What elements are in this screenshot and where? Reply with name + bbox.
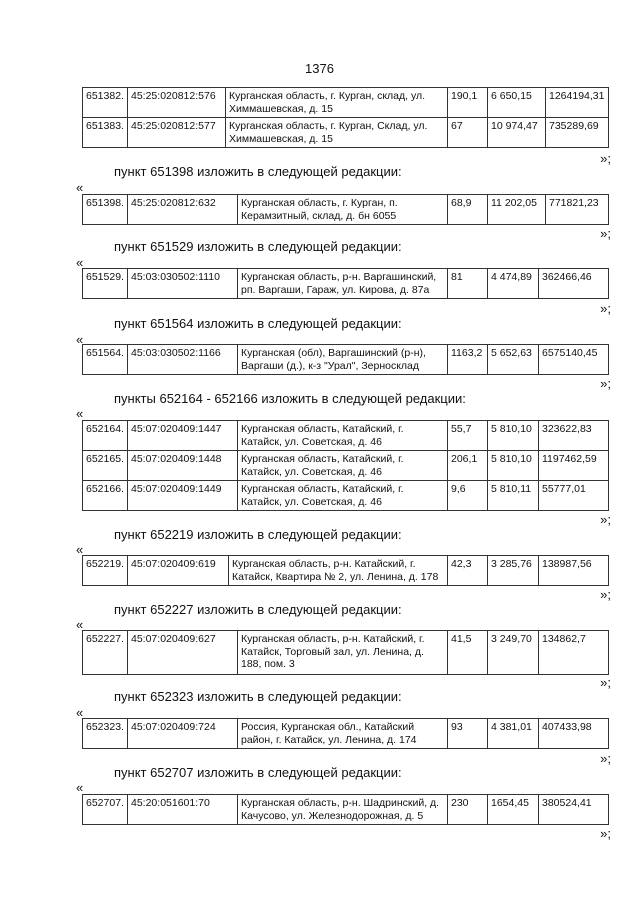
amendment-heading: пункт 652323 изложить в следующей редакции: [114, 689, 402, 704]
rate: 5 652,63 [488, 345, 539, 375]
cadastral-number: 45:25:020812:576 [128, 88, 226, 118]
table-row [83, 556, 609, 586]
open-quote: « [76, 180, 84, 195]
area: 81 [448, 269, 488, 299]
close-quote: »; [600, 587, 611, 602]
cadastral-value: 138987,56 [539, 556, 609, 586]
row-number: 651529. [83, 269, 128, 299]
cadastral-number: 45:07:020409:724 [128, 719, 238, 749]
amendment-heading: пункт 652219 изложить в следующей редакции: [114, 527, 402, 542]
amendment-heading: пункты 652164 - 652166 изложить в следующей редакции: [114, 391, 466, 406]
row-number: 651398. [83, 195, 128, 225]
table-row [83, 481, 609, 511]
rate: 5 810,10 [488, 451, 539, 481]
rate: 6 650,15 [488, 88, 546, 118]
close-quote: »; [600, 826, 611, 841]
row-number: 652227. [83, 631, 128, 675]
row-number: 652219. [83, 556, 128, 586]
cadastral-value: 55777,01 [539, 481, 609, 511]
area: 9,6 [448, 481, 488, 511]
address: Курганская область, г. Курган, Склад, ул. Химмашевская, д. 15 [226, 118, 448, 148]
open-quote: « [76, 406, 84, 421]
row-number: 651383. [83, 118, 128, 148]
cadastral-number: 45:25:020812:632 [128, 195, 238, 225]
row-number: 652166. [83, 481, 128, 511]
record-table [82, 87, 609, 148]
address: Курганская область, Катайский, г. Катайск, ул. Советская, д. 46 [238, 481, 448, 511]
close-quote: »; [600, 301, 611, 316]
cadastral-number: 45:25:020812:577 [128, 118, 226, 148]
record-table [82, 194, 609, 225]
area: 67 [448, 118, 488, 148]
cadastral-value: 771821,23 [546, 195, 609, 225]
address: Курганская область, г. Курган, п. Керамзитный, склад, д. бн 6055 [238, 195, 448, 225]
area: 41,5 [448, 631, 488, 675]
address: Курганская (обл), Варгашинский (р-н), Варгаши (д.), к-з "Урал", Зерносклад [238, 345, 448, 375]
rate: 10 974,47 [488, 118, 546, 148]
table-row [83, 421, 609, 451]
cadastral-number: 45:07:020409:1447 [128, 421, 238, 451]
table-row [83, 631, 609, 675]
cadastral-value: 380524,41 [539, 795, 609, 825]
row-number: 652164. [83, 421, 128, 451]
row-number: 652323. [83, 719, 128, 749]
area: 1163,2 [448, 345, 488, 375]
cadastral-value: 134862,7 [539, 631, 609, 675]
record-table [82, 630, 609, 675]
page-number: 1376 [305, 61, 334, 76]
rate: 11 202,05 [488, 195, 546, 225]
cadastral-value: 407433,98 [539, 719, 609, 749]
address: Курганская область, р-н. Варгашинский, рп. Варгаши, Гараж, ул. Кирова, д. 87а [238, 269, 448, 299]
close-quote: »; [600, 751, 611, 766]
cadastral-value: 735289,69 [546, 118, 609, 148]
rate: 3 249,70 [488, 631, 539, 675]
record-table [82, 555, 609, 586]
rate: 5 810,11 [488, 481, 539, 511]
amendment-heading: пункт 651529 изложить в следующей редакции: [114, 239, 402, 254]
record-table [82, 344, 609, 375]
close-quote: »; [600, 226, 611, 241]
close-quote: »; [600, 675, 611, 690]
area: 206,1 [448, 451, 488, 481]
record-table [82, 794, 609, 825]
row-number: 652165. [83, 451, 128, 481]
open-quote: « [76, 617, 84, 632]
cadastral-value: 323622,83 [539, 421, 609, 451]
open-quote: « [76, 542, 84, 557]
table-row [83, 451, 609, 481]
table-row [83, 195, 609, 225]
address: Россия, Курганская обл., Катайский район, г. Катайск, ул. Ленина, д. 174 [238, 719, 448, 749]
address: Курганская область, Катайский, г. Катайск, ул. Советская, д. 46 [238, 421, 448, 451]
table-row [83, 795, 609, 825]
rate: 5 810,10 [488, 421, 539, 451]
area: 190,1 [448, 88, 488, 118]
area: 93 [448, 719, 488, 749]
cadastral-number: 45:07:020409:1448 [128, 451, 238, 481]
row-number: 652707. [83, 795, 128, 825]
address: Курганская область, р-н. Катайский, г. Катайск, Торговый зал, ул. Ленина, д. 188, пом. 3 [238, 631, 448, 675]
rate: 1654,45 [488, 795, 539, 825]
amendment-heading: пункт 651398 изложить в следующей редакции: [114, 164, 402, 179]
cadastral-number: 45:07:020409:619 [128, 556, 229, 586]
area: 42,3 [448, 556, 488, 586]
row-number: 651564. [83, 345, 128, 375]
record-table [82, 268, 609, 299]
record-table [82, 420, 609, 511]
area: 55,7 [448, 421, 488, 451]
rate: 4 474,89 [488, 269, 539, 299]
close-quote: »; [600, 512, 611, 527]
cadastral-number: 45:03:030502:1110 [128, 269, 238, 299]
cadastral-value: 1264194,31 [546, 88, 609, 118]
area: 230 [448, 795, 488, 825]
close-quote: »; [600, 151, 611, 166]
open-quote: « [76, 705, 84, 720]
table-row [83, 269, 609, 299]
amendment-heading: пункт 652227 изложить в следующей редакции: [114, 602, 402, 617]
close-quote: »; [600, 376, 611, 391]
amendment-heading: пункт 651564 изложить в следующей редакции: [114, 316, 402, 331]
table-row [83, 345, 609, 375]
area: 68,9 [448, 195, 488, 225]
open-quote: « [76, 780, 84, 795]
address: Курганская область, Катайский, г. Катайск, ул. Советская, д. 46 [238, 451, 448, 481]
address: Курганская область, р-н. Катайский, г. Катайск, Квартира № 2, ул. Ленина, д. 178 [229, 556, 448, 586]
amendment-heading: пункт 652707 изложить в следующей редакции: [114, 765, 402, 780]
open-quote: « [76, 332, 84, 347]
address: Курганская область, р-н. Шадринский, д. Качусово, ул. Железнодорожная, д. 5 [238, 795, 448, 825]
cadastral-value: 362466,46 [539, 269, 609, 299]
record-table [82, 718, 609, 749]
cadastral-value: 1197462,59 [539, 451, 609, 481]
rate: 4 381,01 [488, 719, 539, 749]
address: Курганская область, г. Курган, склад, ул. Химмашевская, д. 15 [226, 88, 448, 118]
table-row [83, 88, 609, 118]
rate: 3 285,76 [488, 556, 539, 586]
row-number: 651382. [83, 88, 128, 118]
cadastral-value: 6575140,45 [539, 345, 609, 375]
cadastral-number: 45:20:051601:70 [128, 795, 238, 825]
cadastral-number: 45:07:020409:627 [128, 631, 238, 675]
cadastral-number: 45:03:030502:1166 [128, 345, 238, 375]
open-quote: « [76, 255, 84, 270]
table-row [83, 719, 609, 749]
cadastral-number: 45:07:020409:1449 [128, 481, 238, 511]
table-row [83, 118, 609, 148]
